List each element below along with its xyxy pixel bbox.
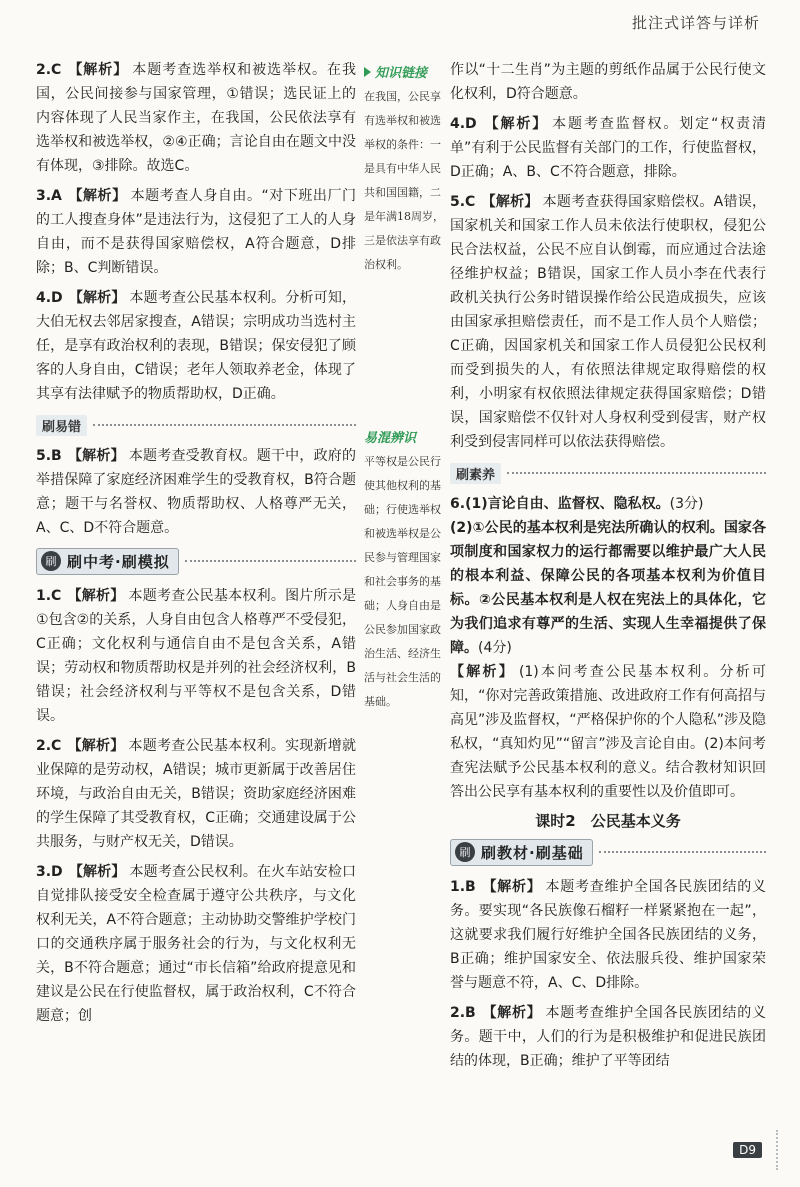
item-number: 2.C <box>36 62 62 78</box>
triangle-icon <box>364 67 371 77</box>
item-text: 本题考查维护全国各民族团结的义务。题干中，人们的行为是积极维护和促进民族团结的体现，B正确；维护了平等团结 <box>450 1005 767 1069</box>
answer-item <box>36 860 356 1028</box>
analysis-tag: 【解析】 <box>67 62 129 78</box>
item-text: 本题考查获得国家赔偿权。A错误，国家机关和国家工作人员未依法行使职权，侵犯公民合法权益，公民不应自认倒霉，而应通过合法途径维护权益；B错误，国家工作人员小李在代表行政机关执行公务时错误操作给公民造成损失，应该由国家承担赔偿责任，而不是工作人员个人赔偿；C正确，因国家机关和国家工作人员侵犯公民权利而受到损失的人，有依照法律规定取得赔偿的权利，小明家有权依照法律规定获得国家赔偿；D错误，国家赔偿不仅针对人身权利受到侵害，财产权利受到侵害同样可以依法获得赔偿。 <box>450 194 767 450</box>
dotted-rule <box>185 560 356 562</box>
note-heading-text: 易混辨识 <box>364 431 417 446</box>
score: (3分) <box>669 496 704 512</box>
margin-notes <box>364 62 448 724</box>
item-text: 本题考查公民基本权利。分析可知，大伯无权去邻居家搜查，A错误；宗明成功当选村主任，是享有政治权利的表现，B错误；保安侵犯了顾客的人身自由，C错误；老年人领取养老金，体现了其享有法律赋予的物质帮助权，D正确。 <box>36 290 356 402</box>
item-text: 本题考查监督权。划定“权责清单”有利于公民监督有关部门的工作，行使监督权，D正确；A、B、C不符合题意，排除。 <box>450 116 766 180</box>
right-column <box>450 58 766 1079</box>
item-text: 本题考查选举权和被选举权。在我国，公民间接参与国家管理，①错误；选民证上的内容体现了人民当家作主，在我国，公民依法享有选举权和被选举权，②④正确；言论自由在题文中没有体现，③排除。故选C。 <box>36 62 357 174</box>
answer-item <box>36 184 356 280</box>
note-heading <box>364 62 448 81</box>
section-label: 刷易错 <box>36 415 87 436</box>
note-confusion <box>364 427 448 714</box>
item-number: 1.B <box>450 879 476 895</box>
section-divider-literacy <box>450 462 766 484</box>
answer-item <box>36 58 356 178</box>
score: (4分) <box>478 640 512 656</box>
item-number: 3.A <box>36 188 62 204</box>
analysis-tag: 【解析】 <box>481 1005 542 1021</box>
analysis-tag: 【解析】 <box>67 188 127 204</box>
answer-part1: (1)言论自由、监督权、隐私权。 <box>465 496 670 512</box>
banner-icon: 刷 <box>455 842 475 862</box>
item-text: 本题考查公民基本权利。图片所示是①包含②的关系，人身自由包含人格尊严不受侵犯，C正确；文化权利与通信自由不是包含关系，A错误；劳动权和物质帮助权是并列的社会经济权利，B错误；社会经济权利与平等权不是包含关系，D错误。 <box>36 588 357 724</box>
analysis-tag: 【解析】 <box>482 116 549 132</box>
answer-item <box>36 444 356 540</box>
question-6-analysis <box>450 660 766 804</box>
dotted-rule <box>599 851 766 853</box>
section-banner-textbook <box>450 839 766 865</box>
item-number: 4.D <box>450 116 477 132</box>
analysis-tag: 【解析】 <box>68 864 126 880</box>
item-text: 本题考查公民基本权利。实现新增就业保障的是劳动权，A错误；城市更新属于改善居住环境，与政治自由无关，B错误；资助家庭经济困难的学生保障了其受教育权，C正确；交通建设属于公共服务，与财产权无关，D错误。 <box>36 738 357 850</box>
banner-title: 刷中考·刷模拟 <box>67 552 170 571</box>
question-6-answer-1 <box>450 492 766 516</box>
item-number: 2.C <box>36 738 62 754</box>
note-heading <box>364 427 448 446</box>
analysis-tag: 【解析】 <box>67 448 125 464</box>
item-number: 3.D <box>36 864 63 880</box>
note-heading-text: 知识链接 <box>375 66 428 81</box>
item-text: 本题考查维护全国各民族团结的义务。要实现“各民族像石榴籽一样紧紧抱在一起”，这就要求我们履行好维护全国各民族团结的义务，B正确；维护国家安全、依法服兵役、维护国家荣誉与题意不符，A、C、D排除。 <box>450 879 767 991</box>
edge-decoration <box>776 1130 792 1170</box>
left-column <box>36 58 356 1034</box>
note-text: 平等权是公民行使其他权利的基础；行使选举权和被选举权是公民参与管理国家和社会事务的基础；人身自由是公民参加国家政治生活、经济生活与社会生活的基础。 <box>364 455 441 708</box>
continued-text: 作以“十二生肖”为主题的剪纸作品属于公民行使文化权利，D符合题意。 <box>450 62 766 102</box>
page-header-title: 批注式详答与详析 <box>631 14 760 32</box>
analysis-tag: 【解析】 <box>67 738 125 754</box>
item-number: 1.C <box>36 588 62 604</box>
item-number: 5.C <box>450 194 476 210</box>
note-knowledge-link <box>364 62 448 277</box>
banner-icon: 刷 <box>41 551 61 571</box>
section-label: 刷素养 <box>450 463 501 484</box>
item-number: 4.D <box>36 290 63 306</box>
page-number: D9 <box>733 1142 762 1158</box>
answer-item <box>450 1001 766 1073</box>
analysis-tag: 【解析】 <box>68 290 126 306</box>
item-number: 2.B <box>450 1005 476 1021</box>
analysis-tag: 【解析】 <box>450 664 515 680</box>
analysis-tag: 【解析】 <box>67 588 125 604</box>
question-6-answer-2 <box>450 516 766 660</box>
section-banner-mock <box>36 548 356 574</box>
item-number: 5.B <box>36 448 62 464</box>
dotted-rule <box>507 472 766 474</box>
lesson-title: 课时2 公民基本义务 <box>535 812 681 830</box>
banner-badge <box>36 548 179 575</box>
answer-item <box>450 190 766 454</box>
section-divider-errors <box>36 414 356 436</box>
analysis-tag: 【解析】 <box>481 194 539 210</box>
banner-badge <box>450 839 593 866</box>
banner-title: 刷教材·刷基础 <box>481 843 584 862</box>
answer-item <box>36 734 356 854</box>
note-text: 在我国，公民享有选举权和被选举权的条件：一是具有中华人民共和国国籍，二是年满18周岁，三是依法享有政治权利。 <box>364 90 444 271</box>
dotted-rule <box>93 424 356 426</box>
item-number: 6. <box>450 496 466 512</box>
item-text: 本题考查人身自由。“对下班出厂门的工人搜查身体”是违法行为，这侵犯了工人的人身自由，而不是获得国家赔偿权，A符合题意，D排除；B、C判断错误。 <box>36 188 356 276</box>
answer-item <box>450 875 766 995</box>
answer-item <box>36 286 356 406</box>
item-text: 本题考查公民权利。在火车站安检口自觉排队接受安全检查属于遵守公共秩序，与文化权利无关，A不符合题意；主动协助交警维护学校门口的交通秩序属于服务社会的行为，与文化权利无关，B不符合题意；通过“市长信箱”给政府提意见和建议是公民在行使监督权，属于政治权利，C不符合题意；创 <box>36 864 356 1024</box>
analysis-tag: 【解析】 <box>481 879 542 895</box>
item-text: (1)本问考查公民基本权利。分析可知，“你对完善政策措施、改进政府工作有何高招与高见”涉及监督权，“严格保护你的个人隐私”涉及隐私权，“真知灼见”“留言”涉及言论自由。(2)本问考查宪法赋予公民基本权利的意义。结合教材知识回答出公民享有基本权利的重要性以及价值即可。 <box>450 664 767 800</box>
item-text: 本题考查受教育权。题干中，政府的举措保障了家庭经济困难学生的受教育权，B符合题意；题干与名誉权、物质帮助权、人格尊严无关，A、C、D不符合题意。 <box>36 448 357 536</box>
answer-part2: (2)①公民的基本权利是宪法所确认的权利。国家各项制度和国家权力的运行都需要以维护最广大人民的根本利益、保障公民的各项基本权利为价值目标。②公民基本权利是人权在宪法上的具体化，它为我们追求有尊严的生活、实现人生幸福提供了保障。 <box>450 520 766 656</box>
answer-item <box>36 584 356 728</box>
answer-item <box>450 112 766 184</box>
